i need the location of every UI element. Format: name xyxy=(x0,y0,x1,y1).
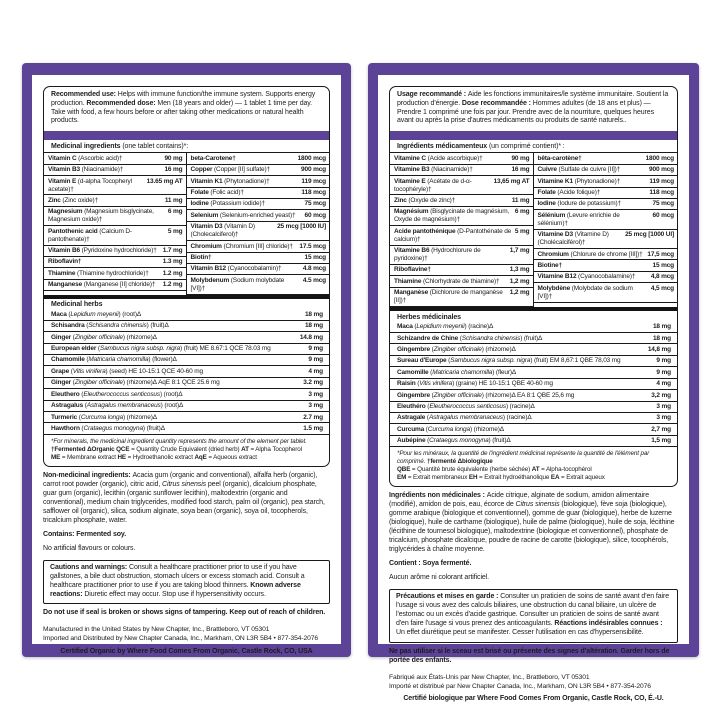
ingredient-name: Vitamine D3 (Vitamine D) (Cholécalciférol)† xyxy=(537,231,609,247)
ingredient-row xyxy=(390,226,533,245)
minerals-table xyxy=(44,153,329,294)
ingredient-amount: 5 mg xyxy=(167,227,183,235)
herb-row xyxy=(390,322,677,333)
ingredient-name: Molybdenum (Sodium molybdate [VI])† xyxy=(190,276,285,292)
ingredient-amount: 6 mg xyxy=(167,208,183,216)
ingredient-row xyxy=(390,276,533,287)
ingredient-name: Camomille (Matricaria chamomilla) (fleur)Δ xyxy=(397,368,517,376)
no-artificial-statement-fr: Aucun arôme ni colorant artificiel. xyxy=(389,574,489,582)
contains-statement: Contains: Fermented soy. xyxy=(43,530,127,538)
ingredient-name: Vitamine E (Acétate de d-α-tocophéryle)† xyxy=(394,177,472,193)
ingredient-name: Vitamin D3 (Vitamin D) (Cholecalciferol)† xyxy=(190,223,255,239)
ingredient-amount: 18 mg xyxy=(304,310,323,318)
ingredient-amount: 4 mg xyxy=(656,380,671,388)
ingredient-row xyxy=(534,153,678,164)
ingredient-amount: 3.2 mg xyxy=(303,379,323,387)
ingredient-amount: 13,65 mg AT xyxy=(493,177,530,185)
ingredient-name: Vitamin B3 (Niacinamide)† xyxy=(48,166,124,174)
footnote-legend-fr xyxy=(390,447,677,486)
ingredient-row xyxy=(390,288,533,307)
ingredient-name: Vitamine B3 (Niacinamide)† xyxy=(394,166,473,174)
herb-row xyxy=(44,309,329,320)
ingredient-row xyxy=(390,153,533,164)
ingredient-amount: 18 mg xyxy=(304,322,323,330)
herb-row xyxy=(44,355,329,366)
ingredient-amount: 1,5 mg xyxy=(651,437,671,445)
ingredient-row xyxy=(187,153,330,164)
ingredient-name: Schisandra (Schisandra chinensis) (fruit)Δ xyxy=(51,322,169,330)
ingredient-row xyxy=(390,165,533,176)
ingredient-row xyxy=(390,246,533,265)
ingredient-amount: 119 mcg xyxy=(649,177,674,185)
ingredient-name: Vitamin B6 (Pyridoxine hydrochloride)† xyxy=(48,247,157,255)
ingredient-row xyxy=(187,241,330,252)
ingredient-row xyxy=(44,176,186,195)
ingredient-name: Hawthorn (Crataegus monogyna) (fruit)Δ xyxy=(51,424,165,432)
minerals-table-fr xyxy=(390,153,677,307)
tamper-warning: Do not use if seal is broken or shows signs of tampering. Keep out of reach of children. xyxy=(43,609,326,617)
ingredient-name: Biotin† xyxy=(190,254,212,262)
ingredient-row xyxy=(44,257,186,268)
ingredient-name: Iodine (Potassium iodide)† xyxy=(190,200,265,208)
ingredient-name: Vitamin K1 (Phytonadione)† xyxy=(190,177,270,185)
ingredient-amount: 3 mg xyxy=(656,403,671,411)
herb-row xyxy=(390,413,677,424)
ingredient-amount: 18 mg xyxy=(652,323,671,331)
ingredient-amount: 118 mcg xyxy=(649,189,674,197)
purple-divider-bar xyxy=(390,131,677,140)
ingredient-name: Eleuthero (Eleutherococcus senticosus) (root)Δ xyxy=(51,390,183,398)
ingredient-name: European elder (Sambucus nigra subsp. nigra) (fruit) ME 8.67:1 QCE 78.03 mg xyxy=(51,345,271,352)
ingredient-row xyxy=(534,176,678,187)
ingredient-amount: 75 mcg xyxy=(652,200,674,208)
herbs-table-fr xyxy=(390,322,677,448)
herb-row xyxy=(390,344,677,355)
footnote-line: ME = Membrane extract HE = Hydroethanolic extract AqE = Aqueous extract xyxy=(51,453,257,461)
purple-divider-bar xyxy=(44,131,329,140)
ingredient-amount: 3 mg xyxy=(308,402,323,410)
herb-row xyxy=(44,378,329,389)
ingredient-amount: 60 mcg xyxy=(304,211,326,219)
ingredient-amount: 4.5 mcg xyxy=(302,276,326,284)
ingredient-amount: 16 mg xyxy=(164,166,183,174)
ingredient-name: Manganese (Manganese [II] chloride)† xyxy=(48,281,156,289)
minerals-column-left xyxy=(44,153,187,294)
herb-row xyxy=(390,402,677,413)
ingredient-amount: 25 mcg [1000 IU] xyxy=(277,223,326,231)
ingredient-row xyxy=(187,199,330,210)
ingredient-name: Grape (Vitis vinifera) (seed) HE 10-15:1 QCE 40-60 mg xyxy=(51,367,203,375)
manufactured-line: Manufactured in the United States by New Chapter, Inc., Brattleboro, VT 05301 xyxy=(43,626,270,634)
ingredient-amount: 18 mg xyxy=(652,334,671,342)
ingredient-amount: 25 mcg [1000 UI] xyxy=(625,231,674,239)
ingredient-name: Curcuma (Curcuma longa) (rhizome)Δ xyxy=(397,425,504,433)
ingredient-amount: 1,2 mg xyxy=(509,277,530,285)
ingredient-name: Magnésium (Bisglycinate de magnésium, Oxyde de magnésium)† xyxy=(394,208,510,224)
ingredient-row xyxy=(44,280,186,291)
ingredient-amount: 1,3 mg xyxy=(509,266,530,274)
ingredient-amount: 900 mcg xyxy=(649,166,674,174)
cautions-box-fr: Précautions et mises en garde : Consulter un praticien de soins de santé avant d'en faire l'usage si vous avez des calculs biliaires, une obstruction du canal biliaire, un ulcère de l'estomac ou un excès d'acide gastrique. Consulter un praticien de soins de santé avant d'en faire l'usage si vous prenez des anticoagulants. Réactions indésirables connues : Un effet diurétique peut se manifester. Cesser l'utilisation en cas d'hypersensibilité. xyxy=(389,589,678,643)
ingredient-row xyxy=(187,275,330,294)
ingredient-amount: 2.7 mg xyxy=(303,413,323,421)
herb-row xyxy=(390,390,677,401)
label-inner-french xyxy=(378,75,689,703)
footnote-line: EM = Extrait membraneux EH = Extrait hydroéthanolique EA = Extrait aqueux xyxy=(397,474,605,482)
ingredient-row xyxy=(390,265,533,276)
distributor-line: Imported and Distributed by New Chapter Canada, Inc., Markham, ON L3R 5B4 • 877-354-2076 xyxy=(43,635,318,643)
footnote-line: QBE = Quantité brute équivalente (herbe séchée) AT = Alpha-tocophérol xyxy=(397,466,592,474)
ingredient-amount: 4.8 mcg xyxy=(302,265,326,273)
ingredient-row xyxy=(534,283,678,302)
herb-row xyxy=(390,424,677,435)
ingredient-amount: 15 mcg xyxy=(652,261,674,269)
manufacturer-info-fr xyxy=(389,674,678,692)
herb-row xyxy=(390,333,677,344)
ingredient-row xyxy=(534,249,678,260)
ingredient-name: Copper (Copper [II] sulfate)† xyxy=(190,166,270,174)
herbs-table xyxy=(44,309,329,435)
ingredient-amount: 9 mg xyxy=(656,368,671,376)
ingredient-name: Riboflavin† xyxy=(48,258,82,266)
ingredient-row xyxy=(44,207,186,226)
ingredient-amount: 14.8 mg xyxy=(299,333,323,341)
ingredient-row xyxy=(187,188,330,199)
ingredient-name: Iodine (Iodure de potassium)† xyxy=(537,200,621,208)
medicinal-herbs-title-fr: Herbes médicinales xyxy=(397,313,461,321)
ingredient-amount: 14,8 mg xyxy=(647,345,671,353)
herb-row xyxy=(44,332,329,343)
non-medicinal-ingredients-text-fr: Ingrédients non médicinales : Acide citrique, alginate de sodium, amidon alimentaire (modifié), amidon de pois, eau, écorce de Citrus sinensis (biologique), fève soja (biologique), gomme arabique (biologique et conventionnel), gomme de guar (biologique), herbe de luzerne (biologique), huile de carthame (biologique), huile de palme (biologique), huile de soja, lécithine (lécithine de tournesol biologique), maltodextrine (biologique et conventionnel), phosphate de tricalcium, phosphate dicalcique, poudre de racine de carotte (biologique), silice, tocophérols, triglycérides à chaîne moyenne. xyxy=(389,492,675,554)
ingredient-name: Vitamine C (Acide ascorbique)† xyxy=(394,154,483,162)
ingredient-name: beta-Carotene† xyxy=(190,154,236,162)
herb-row xyxy=(390,356,677,367)
ingredient-row xyxy=(187,264,330,275)
recommended-use-text-fr: Usage recommandé : Aide les fonctions immunitaires/le système immunitaire. Soutient la production d'énergie. Dose recommandée : Hommes adultes (de 18 ans et plus) — Prendre 1 comprimé une fois par jour. Prendre avec de la nourriture, quelques heures avant ou après la prise d'autres médicaments ou produits de santé naturels.. xyxy=(397,91,669,125)
ingredient-name: bêta-carotène† xyxy=(537,154,582,162)
ingredient-row xyxy=(44,246,186,257)
minerals-column-right xyxy=(187,153,330,294)
ingredient-name: Pantothenic acid (Calcium D-pantothenate)† xyxy=(48,227,132,243)
footnote-line: *Pour les minéraux, la quantité de l'ingrédient médicinal représente la quantité de l'élément par comprimé. †fermenté Δbiologique xyxy=(397,450,650,466)
ingredient-amount: 2,7 mg xyxy=(651,425,671,433)
herb-row xyxy=(44,366,329,377)
ingredient-name: Ginger (Zingiber officinale) (rhizome)Δ AqE 8:1 QCE 25.6 mg xyxy=(51,379,220,387)
ingredient-amount: 1,7 mg xyxy=(509,247,530,255)
ingredient-row xyxy=(534,188,678,199)
ingredient-name: Vitamin C (Ascorbic acid)† xyxy=(48,154,123,162)
ingredient-row xyxy=(44,165,186,176)
medicinal-herbs-title: Medicinal herbs xyxy=(51,301,103,309)
label-panel-french xyxy=(368,63,699,703)
ingredient-name: Chamomile (Matricaria chamomilla) (flower)Δ xyxy=(51,356,177,364)
ingredient-name: Zinc (Oxyde de zinc)† xyxy=(394,196,456,204)
ingredient-name: Vitamine K1 (Phytonadione)† xyxy=(537,177,621,185)
ingredient-amount: 9 mg xyxy=(308,345,323,352)
minerals-column-left-fr xyxy=(390,153,534,307)
ingredient-name: Magnesium (Magnesium bisglycinate, Magnesium oxide)† xyxy=(48,208,154,224)
manufacturer-info xyxy=(43,626,330,644)
ingredient-amount: 118 mcg xyxy=(301,189,326,197)
ingredient-row xyxy=(187,210,330,221)
ingredient-row xyxy=(390,176,533,195)
ingredient-name: Gingembre (Zingiber officinale) (rhizome)Δ xyxy=(397,345,516,353)
ingredient-amount: 13.65 mg AT xyxy=(146,177,183,185)
ingredient-name: Thiamine (Chlorhydrate de thiamine)† xyxy=(394,277,500,285)
ingredient-name: Folate (Folic acid)† xyxy=(190,189,244,197)
ingredient-name: Manganèse (Dichlorure de manganèse [II])† xyxy=(394,289,503,305)
recommended-use-text: Recommended use: Helps with immune function/the immune system. Supports energy production. Recommended dose: Men (18 years and older) — 1 tablet 1 time per day. Take with food, a few hours before or after taking other medications or natural health products. xyxy=(51,91,316,125)
ingredient-amount: 1800 mcg xyxy=(297,154,326,162)
ingredient-row xyxy=(44,268,186,279)
ingredient-amount: 119 mcg xyxy=(301,177,326,185)
distributor-line: Importé et distribué par New Chapter Canada, Inc., Markham, ON L3R 5B4 • 877-354-2076 xyxy=(389,682,651,690)
ingredient-amount: 5 mg xyxy=(514,227,530,235)
ingredient-name: Raisin (Vitis vinifera) (graine) HE 10-15:1 QBE 40-60 mg xyxy=(397,380,553,388)
footnote-line: *For minerals, the medicinal ingredient quantity represents the amount of the element per tablet. xyxy=(51,437,307,445)
non-medicinal-ingredients-text: Non-medicinal ingredients: Acacia gum (organic and conventional), alfalfa herb (organic), carrot root powder (organic), citric acid, Citrus sinensis peel (organic), dicalcium phosphate, guar gum (organic), lecithin (organic sunflower lecithin), maltodextrin (organic and conventional), medium chain triglycerides, modified food starch, palm oil (organic), pea starch, safflower oil (organic), silica, sodium alginate, soya bean (organic), soya oil, tocopherols, tricalcium phosphate, water. xyxy=(43,472,325,524)
minerals-column-right-fr xyxy=(534,153,678,307)
ingredient-amount: 1.7 mg xyxy=(162,247,183,255)
certified-organic-statement-fr: Certifié biologique par Where Food Comes From Organic, Castle Rock, CO, É.-U. xyxy=(403,695,664,703)
ingredient-row xyxy=(390,207,533,226)
ingredient-amount: 1.3 mg xyxy=(162,258,183,266)
ingredient-name: Vitamin E (d-alpha Tocopheryl acetate)† xyxy=(48,177,132,193)
ingredients-box-fr xyxy=(389,86,678,487)
ingredient-amount: 1.2 mg xyxy=(162,281,183,289)
label-inner-english xyxy=(32,75,341,656)
ingredient-amount: 17,5 mcg xyxy=(647,250,674,258)
ingredient-amount: 1800 mcg xyxy=(645,154,674,162)
ingredient-name: Thiamine (Thiamine hydrochloride)† xyxy=(48,269,149,277)
ingredient-amount: 4 mg xyxy=(308,367,323,375)
ingredient-name: Sureau d'Europe (Sambucus nigra subsp. nigra) (fruit) EM 8,67:1 QBE 78,03 mg xyxy=(397,357,621,365)
ingredient-name: Chromium (Chromium [III] chloride)† xyxy=(190,242,293,250)
footnote-legend xyxy=(44,435,329,466)
ingredient-name: Acide pantothénique (D-Pantothénate de calcium)† xyxy=(394,227,512,243)
manufactured-line: Fabriqué aux États-Unis par New Chapter, Inc., Brattleboro, VT 05301 xyxy=(389,673,590,681)
ingredient-name: Maca (Lepidium meyenii) (racine)Δ xyxy=(397,323,494,331)
ingredient-row xyxy=(44,226,186,245)
ingredient-name: Zinc (Zinc oxide)† xyxy=(48,196,99,204)
ingredient-amount: 1.5 mg xyxy=(303,424,323,432)
ingredients-box-en xyxy=(43,86,330,467)
herb-row xyxy=(44,412,329,423)
ingredient-row xyxy=(44,153,186,164)
ingredient-name: Astragalus (Astragalus membranaceus) (root)Δ xyxy=(51,402,184,410)
ingredient-amount: 17.5 mcg xyxy=(299,242,326,250)
ingredient-amount: 1,2 mg xyxy=(509,289,530,297)
ingredient-amount: 1.2 mg xyxy=(162,269,183,277)
medicinal-ingredients-header-fr: Ingrédients médicamenteux (un comprimé contient)* : xyxy=(390,140,677,153)
ingredient-row xyxy=(187,165,330,176)
ingredient-name: Gingembre (Zingiber officinale) (rhizome)Δ EA 8:1 QBE 25,6 mg xyxy=(397,391,575,399)
ingredient-name: Vitamin B12 (Cyanocobalamin)† xyxy=(190,265,282,273)
ingredient-amount: 900 mcg xyxy=(301,166,326,174)
herb-row xyxy=(390,436,677,447)
ingredient-amount: 3 mg xyxy=(308,390,323,398)
ingredient-row xyxy=(534,199,678,210)
ingredient-name: Biotine† xyxy=(537,261,562,269)
ingredient-name: Chromium (Chlorure de chrome [III])† xyxy=(537,250,643,258)
ingredient-name: Ginger (Zingiber officinale) (rhizome)Δ xyxy=(51,333,157,341)
ingredient-name: Astragale (Astragalus membranaceus) (racine)Δ xyxy=(397,414,532,422)
ingredient-amount: 15 mcg xyxy=(304,254,326,262)
ingredient-amount: 4,8 mcg xyxy=(650,273,674,281)
ingredient-amount: 9 mg xyxy=(308,356,323,364)
ingredient-name: Maca (Lepidium meyenii) (root)Δ xyxy=(51,310,142,318)
herb-row xyxy=(390,379,677,390)
ingredient-amount: 3 mg xyxy=(656,414,671,422)
herb-row xyxy=(44,344,329,355)
ingredient-row xyxy=(534,230,678,249)
ingredient-name: Cuivre (Sulfate de cuivre [II])† xyxy=(537,166,621,174)
ingredient-row xyxy=(390,195,533,206)
ingredient-name: Aubépine (Crataegus monogyna) (fruit)Δ xyxy=(397,437,511,445)
certified-organic-statement: Certified Organic by Where Food Comes From Organic, Castle Rock, CO, USA xyxy=(60,648,313,656)
ingredient-amount: 9 mg xyxy=(656,357,671,365)
medicinal-ingredients-header: Medicinal ingredients (one tablet contains)*: xyxy=(44,140,329,153)
cautions-box: Cautions and warnings: Consult a healthcare practitioner prior to use if you have gallstones, a bile duct obstruction, stomach ulcers or excess stomach acid. Consult a healthcare practitioner prior to use if you are taking blood thinners. Known adverse reactions: Diuretic effect may occur. Stop use if hypersensitivity occurs. xyxy=(43,560,330,605)
ingredient-name: Vitamine B12 (Cyanocobalamine)† xyxy=(537,273,636,281)
ingredient-amount: 90 mg xyxy=(164,154,183,162)
ingredient-name: Riboflavine† xyxy=(394,266,431,274)
ingredient-amount: 75 mcg xyxy=(304,200,326,208)
ingredient-row xyxy=(534,272,678,283)
no-artificial-statement: No artificial flavours or colours. xyxy=(43,544,136,552)
ingredient-amount: 4,5 mcg xyxy=(650,284,674,292)
ingredient-name: Schizandre de Chine (Schisandra chinensis) (fruit)Δ xyxy=(397,334,543,342)
ingredient-name: Sélénium (Levure enrichie de sélénium)† xyxy=(537,211,620,227)
ingredient-name: Vitamine B6 (Hydrochlorure de pyridoxine)† xyxy=(394,247,481,262)
ingredient-name: Turmeric (Curcuma longa) (rhizome)Δ xyxy=(51,413,157,421)
ingredient-amount: 90 mg xyxy=(511,154,530,162)
ingredient-row xyxy=(534,165,678,176)
ingredient-row xyxy=(44,195,186,206)
label-panel-english xyxy=(22,63,351,657)
ingredient-row xyxy=(534,260,678,271)
ingredient-amount: 3,2 mg xyxy=(651,391,671,399)
herb-row xyxy=(44,401,329,412)
ingredient-name: Folate (Acide folique)† xyxy=(537,189,601,197)
ingredient-amount: 6 mg xyxy=(514,208,530,216)
ingredient-amount: 16 mg xyxy=(511,166,530,174)
footnote-line: †Fermented ΔOrganic QCE = Quantity Crude Equivalent (dried herb) AT = Alpha Tocopherol xyxy=(51,445,302,453)
tamper-warning-fr: Ne pas utiliser si le sceau est brisé ou présente des signes d'altération. Garder hors de portée des enfants. xyxy=(389,647,670,664)
ingredient-name: Selenium (Selenium-enriched yeast)† xyxy=(190,211,296,219)
herb-row xyxy=(44,423,329,434)
contains-statement-fr: Contient : Soya fermenté. xyxy=(389,560,472,568)
ingredient-row xyxy=(187,222,330,241)
ingredient-row xyxy=(187,176,330,187)
herb-row xyxy=(44,389,329,400)
ingredient-amount: 60 mcg xyxy=(652,211,674,219)
ingredient-name: Eleuthéro (Eleutherococcus senticosus) (racine)Δ xyxy=(397,403,535,411)
ingredient-row xyxy=(187,253,330,264)
ingredient-amount: 11 mg xyxy=(164,196,183,204)
herb-row xyxy=(390,367,677,378)
ingredient-name: Molybdène (Molybdate de sodium [VI])† xyxy=(537,284,633,300)
ingredient-row xyxy=(534,210,678,229)
ingredient-amount: 11 mg xyxy=(511,196,530,204)
herb-row xyxy=(44,321,329,332)
